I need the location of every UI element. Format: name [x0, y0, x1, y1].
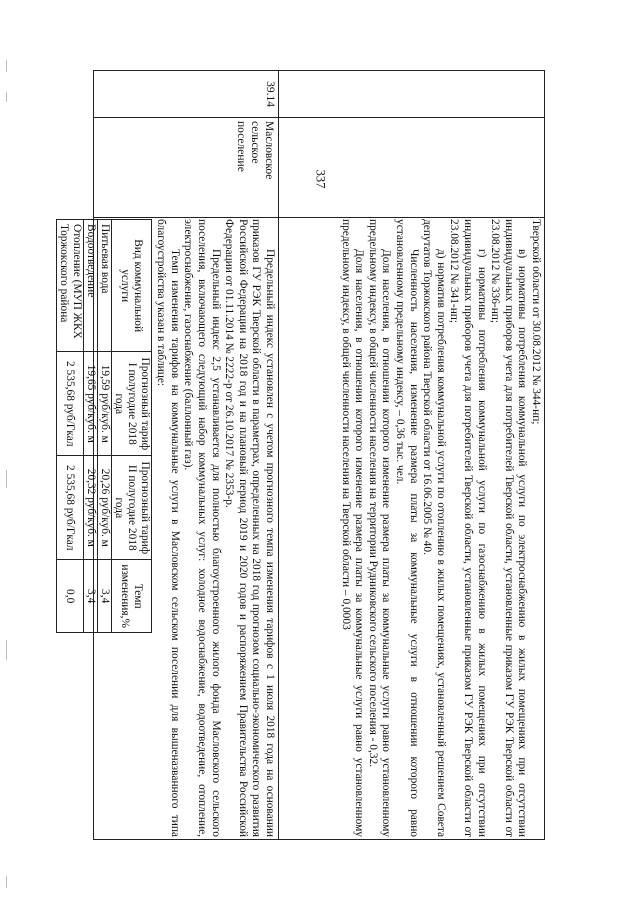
text-paragraph: Предельный индекс 2,5 устанавливается для полностью благоустроенного жилого фонда Масловского сельского поселения, включающего следующий набор коммунальных услуг: холодное водоснабжение, водоотведение, отопление, электроснабжение, газоснабжение (баллонный газ). [182, 219, 222, 837]
service-name: Отопление (МУП ЖКХ Торжокского района [56, 220, 83, 352]
main-table [57, 70, 545, 840]
margin-mark [6, 876, 7, 888]
service-name: Водоотведение [83, 220, 97, 352]
tariff-h1: 19,59 руб/куб. м [97, 352, 111, 456]
text-paragraph: Тверской области от 30.08.2012 № 344-нп; [530, 219, 542, 425]
service-name: Питьевая вода [97, 220, 111, 352]
margin-mark [6, 92, 7, 102]
margin-mark [6, 640, 7, 660]
text-paragraph: Доля населения, в отношении которого изменение размера платы за коммунальные услуги равно установленному предельному индексу, в общей численности населения на территории Рудниковского сельского поселения - 0,32. [366, 219, 393, 837]
change-rate: 3,4 [83, 560, 97, 633]
text-paragraph: Численность населения, изменение размера платы за коммунальные услуги в отношении которого равно установленному предельному индексу, – 0,36 тыс. чел. [394, 219, 420, 837]
header-cell: Прогнозный тариф II полугодие 2018 года [111, 456, 151, 560]
tariff-row [97, 220, 111, 633]
text-paragraph: Темп изменения тарифов на коммунальные услуги в Масловском сельском поселении для вышеназванного типа благоустройства указан в таблице: [155, 219, 181, 837]
header-cell: Вид коммунальной услуги [111, 220, 151, 352]
text-paragraph: Доля населения, в отношении которого изменение размера платы за коммунальные услуги равно установленному предельному индексу, в общей численности населения на Тверской области – 0,0003 [339, 219, 366, 837]
tariff-header-row [111, 220, 151, 633]
row-divider [278, 71, 279, 839]
tariff-h2: 20,26 руб/куб. м [97, 456, 111, 560]
margin-mark [6, 60, 7, 72]
header-cell: Темп изменения,% [111, 560, 151, 633]
tariff-h1: 2 535,68 руб/Гкал [56, 352, 83, 456]
rotated-page [57, 70, 545, 840]
settlement-name: Масловское сельское поселение [235, 121, 275, 180]
tariff-h2: 2 535,68 руб/Гкал [56, 456, 83, 560]
tariff-row [83, 220, 97, 633]
margin-mark [6, 470, 7, 488]
continuation-cell [280, 219, 542, 837]
tariff-row [56, 220, 83, 633]
tariff-h2: 20,32 руб/куб. м [83, 456, 97, 560]
row-number: 39.14 [264, 81, 276, 107]
tariff-table [56, 219, 152, 633]
page-number: 337 [313, 169, 328, 189]
text-paragraph: в) нормативы потребления коммунальной услуги по электроснабжению в жилых помещениях при отсутствии индивидуальных приборов учета для потребителей Тверской области, установленные приказом ГУ РЭК Тверской области от 23.08.2012 № 336-нп; [489, 219, 529, 837]
text-paragraph: г) нормативы потребления коммунальной услуги по газоснабжению в жилых помещениях при отсутствии индивидуальных приборов учета для потребителей Тверской области, установленные приказом ГУ РЭК Тверской области от 23.08.2012 № 341-нп; [448, 219, 488, 837]
column-divider [94, 217, 544, 218]
header-cell: Прогнозный тариф I полугодие 2018 года [111, 352, 151, 456]
text-paragraph: д) норматив потребления коммунальной услуги по отоплению в жилых помещениях, установленный решением Совета депутатов Торжокского района Тверской области от 16.06.2005 № 40. [421, 219, 447, 837]
text-paragraph: Предельный индекс установлен с учетом прогнозного темпа изменения тарифов с 1 июля 2018 года на основании приказов ГУ РЭК Тверской области в параметрах, определенных на 2018 год прогнозом социально-экономического развития Российской Федерации на 2018 год и на плановый период 2019 и 2020 годов и распоряжением Правительства Российской Федерации от 01.11.2014 № 2222-р от 26.10.2017 № 2353-р. [223, 219, 276, 837]
column-divider [94, 117, 544, 118]
settlement-description [56, 219, 276, 837]
tariff-h1: 19,65 руб/куб. м [83, 352, 97, 456]
change-rate: 0,0 [56, 560, 83, 633]
change-rate: 3,4 [97, 560, 111, 633]
